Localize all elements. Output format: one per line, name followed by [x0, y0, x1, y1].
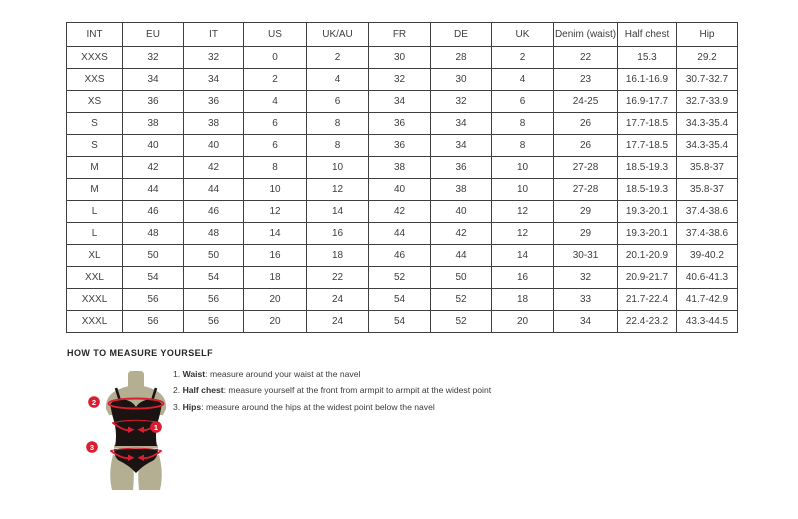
size-cell: M [67, 157, 123, 179]
measure-section-title: HOW TO MEASURE YOURSELF [67, 348, 214, 358]
size-cell: 0 [244, 47, 307, 69]
size-cell: 4 [492, 69, 554, 91]
hips-badge [86, 441, 98, 453]
column-header: UK/AU [307, 23, 369, 47]
size-cell: 18 [492, 289, 554, 311]
size-cell: 21.7-22.4 [618, 289, 677, 311]
size-cell: 16 [307, 223, 369, 245]
table-row [67, 113, 738, 135]
size-cell: 10 [307, 157, 369, 179]
column-header: UK [492, 23, 554, 47]
size-cell: 15.3 [618, 47, 677, 69]
size-cell: 40.6-41.3 [677, 267, 738, 289]
table-row [67, 157, 738, 179]
table-row [67, 135, 738, 157]
size-cell: 20 [244, 311, 307, 333]
size-cell: 28 [431, 47, 492, 69]
size-cell: 6 [492, 91, 554, 113]
table-row [67, 311, 738, 333]
size-cell: 44 [431, 245, 492, 267]
size-cell: 39-40.2 [677, 245, 738, 267]
size-cell: 42 [123, 157, 184, 179]
waist-badge-number: 1 [153, 422, 159, 432]
size-cell: 27-28 [554, 179, 618, 201]
table-row [67, 245, 738, 267]
column-header: IT [184, 23, 244, 47]
size-cell: 4 [307, 69, 369, 91]
size-cell: 38 [123, 113, 184, 135]
size-cell: 36 [369, 135, 431, 157]
size-cell: 54 [184, 267, 244, 289]
size-cell: 8 [307, 113, 369, 135]
size-cell: 32 [123, 47, 184, 69]
size-cell: 22 [554, 47, 618, 69]
size-cell: 32 [184, 47, 244, 69]
size-cell: 8 [244, 157, 307, 179]
column-header: EU [123, 23, 184, 47]
size-cell: 18.5-19.3 [618, 157, 677, 179]
size-cell: 8 [307, 135, 369, 157]
size-cell: 32 [431, 91, 492, 113]
size-cell: 56 [123, 311, 184, 333]
half-chest-badge [88, 396, 100, 408]
size-cell: 16 [244, 245, 307, 267]
size-cell: 54 [369, 289, 431, 311]
table-row [67, 91, 738, 113]
size-cell: 34 [554, 311, 618, 333]
size-cell: 48 [123, 223, 184, 245]
size-cell: XXL [67, 267, 123, 289]
size-cell: 36 [123, 91, 184, 113]
size-cell: 26 [554, 113, 618, 135]
header-row [67, 23, 738, 47]
size-cell: 12 [244, 201, 307, 223]
size-cell: 40 [123, 135, 184, 157]
size-cell: 20.9-21.7 [618, 267, 677, 289]
size-cell: 34 [369, 91, 431, 113]
step-label: Waist [182, 369, 206, 379]
size-cell: XXXL [67, 289, 123, 311]
column-header: FR [369, 23, 431, 47]
size-cell: 19.3-20.1 [618, 223, 677, 245]
measure-steps [173, 369, 491, 418]
column-header: INT [67, 23, 123, 47]
size-cell: 22 [307, 267, 369, 289]
size-cell: 24 [307, 289, 369, 311]
size-cell: 32 [369, 69, 431, 91]
size-cell: 6 [244, 113, 307, 135]
table-row [67, 69, 738, 91]
size-cell: 48 [184, 223, 244, 245]
size-cell: 38 [184, 113, 244, 135]
size-cell: L [67, 201, 123, 223]
hips-badge-number: 3 [89, 442, 95, 452]
size-cell: 17.7-18.5 [618, 135, 677, 157]
size-cell: XXXS [67, 47, 123, 69]
size-cell: 16.1-16.9 [618, 69, 677, 91]
table-row [67, 223, 738, 245]
size-cell: 42 [369, 201, 431, 223]
table-row [67, 289, 738, 311]
size-cell: S [67, 113, 123, 135]
size-cell: 6 [307, 91, 369, 113]
size-cell: L [67, 223, 123, 245]
size-cell: 18 [244, 267, 307, 289]
size-cell: 33 [554, 289, 618, 311]
size-cell: XL [67, 245, 123, 267]
table-row [67, 267, 738, 289]
step-text: : measure around the hips at the widest point below the navel [201, 401, 435, 412]
column-header: US [244, 23, 307, 47]
size-cell: 44 [369, 223, 431, 245]
table-row [67, 47, 738, 69]
size-cell: 29 [554, 223, 618, 245]
size-cell: 54 [369, 311, 431, 333]
size-cell: 52 [431, 289, 492, 311]
size-cell: 52 [431, 311, 492, 333]
half-chest-badge-number: 2 [91, 397, 97, 407]
size-cell: 44 [123, 179, 184, 201]
size-cell: 52 [369, 267, 431, 289]
size-cell: 12 [307, 179, 369, 201]
size-cell: 34.3-35.4 [677, 113, 738, 135]
size-cell: 14 [244, 223, 307, 245]
size-cell: 54 [123, 267, 184, 289]
size-cell: 18 [307, 245, 369, 267]
size-cell: 8 [492, 135, 554, 157]
measure-step [173, 385, 491, 401]
measure-step [173, 402, 491, 418]
size-cell: 8 [492, 113, 554, 135]
size-cell: 6 [244, 135, 307, 157]
size-cell: 50 [431, 267, 492, 289]
table-row [67, 179, 738, 201]
waist-badge [150, 421, 162, 433]
size-cell: 20 [492, 311, 554, 333]
size-cell: 30 [369, 47, 431, 69]
size-cell: 35.8-37 [677, 179, 738, 201]
size-cell: 38 [431, 179, 492, 201]
size-cell: 56 [184, 289, 244, 311]
size-cell: 29 [554, 201, 618, 223]
measurement-figure [79, 369, 179, 495]
size-cell: 30.7-32.7 [677, 69, 738, 91]
size-cell: 17.7-18.5 [618, 113, 677, 135]
size-cell: 50 [123, 245, 184, 267]
size-cell: 36 [431, 157, 492, 179]
column-header: Half chest [618, 23, 677, 47]
size-cell: 37.4-38.6 [677, 223, 738, 245]
size-chart-body [67, 47, 738, 333]
size-cell: 56 [184, 311, 244, 333]
size-cell: 10 [492, 157, 554, 179]
size-cell: 34.3-35.4 [677, 135, 738, 157]
size-cell: XS [67, 91, 123, 113]
step-number: 3. [173, 401, 183, 412]
size-cell: 34 [184, 69, 244, 91]
column-header: Denim (waist) [554, 23, 618, 47]
size-cell: 40 [184, 135, 244, 157]
size-cell: 42 [431, 223, 492, 245]
step-label: Hips [182, 401, 202, 412]
size-cell: 12 [492, 223, 554, 245]
measure-step [173, 369, 491, 385]
size-cell: 56 [123, 289, 184, 311]
size-cell: 26 [554, 135, 618, 157]
size-cell: 2 [492, 47, 554, 69]
size-cell: 32.7-33.9 [677, 91, 738, 113]
size-cell: 34 [123, 69, 184, 91]
size-cell: M [67, 179, 123, 201]
size-cell: 4 [244, 91, 307, 113]
size-cell: XXXL [67, 311, 123, 333]
step-number: 1. [173, 369, 183, 379]
size-cell: 37.4-38.6 [677, 201, 738, 223]
size-cell: 46 [123, 201, 184, 223]
size-cell: 43.3-44.5 [677, 311, 738, 333]
size-cell: 38 [369, 157, 431, 179]
size-chart-table [66, 22, 738, 333]
size-cell: 2 [307, 47, 369, 69]
size-cell: 14 [307, 201, 369, 223]
size-cell: 30 [431, 69, 492, 91]
size-cell: 23 [554, 69, 618, 91]
size-cell: 10 [244, 179, 307, 201]
size-cell: 16.9-17.7 [618, 91, 677, 113]
size-cell: 29.2 [677, 47, 738, 69]
size-cell: 42 [184, 157, 244, 179]
mannequin-illustration [79, 369, 179, 495]
size-cell: S [67, 135, 123, 157]
size-cell: 2 [244, 69, 307, 91]
size-chart-header [67, 23, 738, 47]
size-cell: 50 [184, 245, 244, 267]
size-cell: 35.8-37 [677, 157, 738, 179]
step-label: Half chest [182, 385, 224, 396]
size-cell: 36 [184, 91, 244, 113]
size-cell: 20 [244, 289, 307, 311]
size-cell: 16 [492, 267, 554, 289]
step-number: 2. [173, 385, 183, 396]
size-cell: 41.7-42.9 [677, 289, 738, 311]
step-text: : measure yourself at the front from armpit to armpit at the widest point [223, 385, 492, 396]
size-cell: 19.3-20.1 [618, 201, 677, 223]
size-cell: XXS [67, 69, 123, 91]
size-cell: 10 [492, 179, 554, 201]
size-cell: 36 [369, 113, 431, 135]
size-cell: 30-31 [554, 245, 618, 267]
size-cell: 40 [369, 179, 431, 201]
column-header: Hip [677, 23, 738, 47]
size-cell: 34 [431, 113, 492, 135]
size-cell: 32 [554, 267, 618, 289]
size-cell: 20.1-20.9 [618, 245, 677, 267]
size-cell: 12 [492, 201, 554, 223]
size-cell: 40 [431, 201, 492, 223]
size-cell: 44 [184, 179, 244, 201]
size-cell: 46 [184, 201, 244, 223]
size-cell: 34 [431, 135, 492, 157]
size-cell: 24 [307, 311, 369, 333]
size-cell: 24-25 [554, 91, 618, 113]
step-text: : measure around your waist at the navel [205, 369, 361, 379]
table-row [67, 201, 738, 223]
size-cell: 22.4-23.2 [618, 311, 677, 333]
size-cell: 14 [492, 245, 554, 267]
size-cell: 18.5-19.3 [618, 179, 677, 201]
size-cell: 46 [369, 245, 431, 267]
column-header: DE [431, 23, 492, 47]
size-cell: 27-28 [554, 157, 618, 179]
